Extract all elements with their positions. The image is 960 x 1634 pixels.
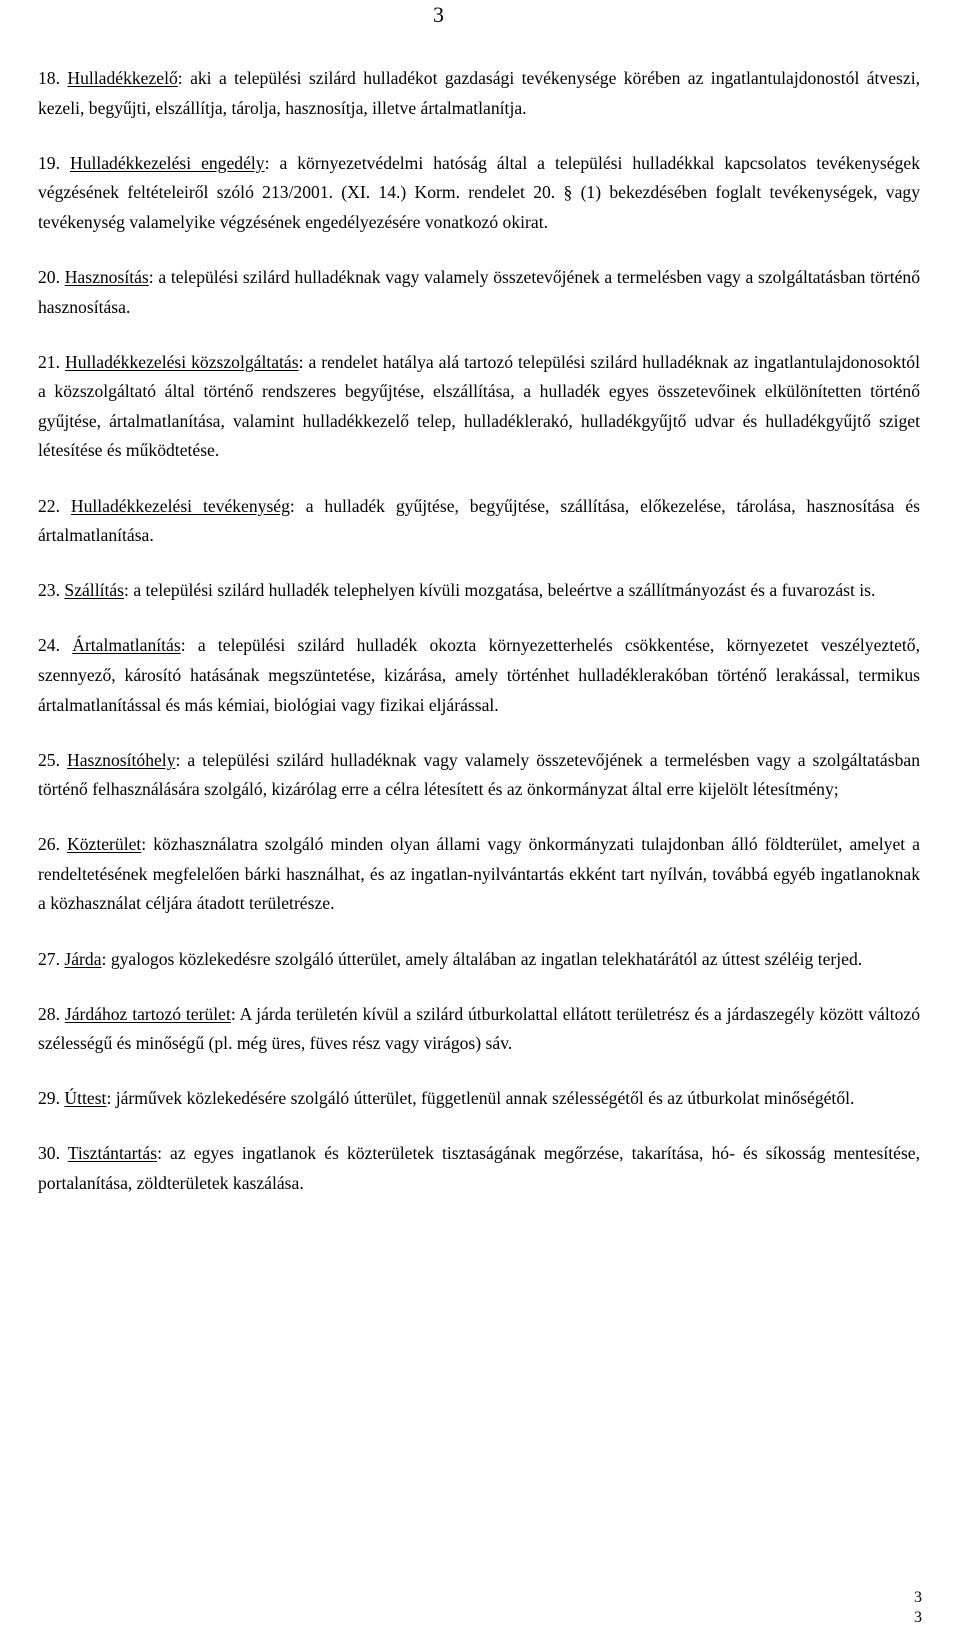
definition-29 (38, 1084, 920, 1114)
definition-26 (38, 830, 920, 919)
definition-23 (38, 576, 920, 606)
definition-text: : a hulladék gyűjtése, begyűjtése, szállítása, előkezelése, tárolása, hasznosítása és ártalmatlanítása. (38, 495, 920, 546)
definition-20 (38, 263, 920, 322)
definition-number: 29. (38, 1088, 60, 1109)
definition-term: Hulladékkezelő (67, 68, 178, 88)
page-number-bottom (914, 1588, 922, 1628)
definition-term: Közterület (67, 834, 142, 855)
definition-text: : a települési szilárd hulladéknak vagy valamely összetevőjének a termelésben vagy a szolgáltatásban történő felhasználására szolgáló, kizárólag erre a célra létesített és az önkormányzat által erre kijelölt létesítmény; (38, 749, 920, 800)
definition-term: Járda (64, 948, 102, 969)
definition-text: : a környezetvédelmi hatóság által a települési hulladékkal kapcsolatos tevékenységek végzésének feltételeiről szóló 213/2001. (XI. 14.) Korm. rendelet 20. § (1) bekezdésében foglalt tevékenységek, vagy tevékenység valamelyike végzésének engedélyezésére vonatkozó okirat. (38, 152, 920, 232)
definition-term: Hasznosítóhely (67, 749, 176, 770)
definition-term: Hulladékkezelési közszolgáltatás (64, 351, 299, 372)
definition-text: : aki a települési szilárd hulladékot gazdasági tevékenysége körében az ingatlantulajdonostól átveszi, kezeli, begyűjti, elszállítja, tárolja, hasznosítja, illetve ártalmatlanítja. (38, 68, 920, 118)
definition-number: 26. (38, 834, 60, 855)
definition-number: 19. (38, 152, 60, 173)
definition-number: 30. (38, 1143, 60, 1164)
definition-term: Tisztántartás (67, 1143, 158, 1164)
definition-text: : A járda területén kívül a szilárd útburkolattal ellátott területrész és a járdaszegély között változó szélességű és minőségű (pl. még üres, füves rész vagy virágos) sáv. (38, 1003, 921, 1054)
definition-text: : az egyes ingatlanok és közterületek tisztaságának megőrzése, takarítása, hó- és síkosság mentesítése, portalanítása, zöldterületek kaszálása. (38, 1143, 920, 1194)
definition-25 (38, 746, 920, 805)
definition-term: Járdához tartozó terület (64, 1003, 231, 1024)
definitions-list (38, 64, 920, 1224)
definition-22 (38, 492, 920, 551)
definition-21 (38, 348, 920, 466)
definition-24 (38, 631, 920, 720)
definition-text: : gyalogos közlekedésre szolgáló útterület, amely általában az ingatlan telekhatárától az úttest széléig terjed. (101, 948, 863, 969)
definition-18 (38, 64, 920, 123)
definition-text: : a rendelet hatálya alá tartozó települési szilárd hulladéknak az ingatlantulajdonosoktól a közszolgáltató által történő rendszeres begyűjtése, elszállítása, a hulladék egyes összetevőinek elkülönítetten történő gyűjtése, ártalmatlanítása, valamint hulladékkezelő telep, hulladéklerakó, hulladékgyűjtő udvar és hulladékgyűjtő sziget létesítése és működtetése. (38, 351, 920, 461)
definition-number: 20. (38, 266, 60, 287)
definition-text: : a települési szilárd hulladék okozta környezetterhelés csökkentése, környezetet veszélyeztető, szennyező, károsító hatásának megszüntetése, kizárása, amely történhet hulladéklerakóban történő lerakással, termikus ártalmatlanítással és más kémiai, biológiai vagy fizikai eljárással. (38, 635, 920, 715)
definition-number: 18. (38, 68, 60, 88)
definition-term: Hulladékkezelési tevékenység (70, 495, 290, 516)
definition-number: 23. (38, 580, 60, 601)
definition-term: Hulladékkezelési engedély (69, 152, 265, 173)
definition-28 (38, 1000, 920, 1059)
page-number-bottom-line: 3 (914, 1589, 922, 1606)
definition-number: 22. (38, 495, 60, 516)
definition-number: 28. (38, 1003, 60, 1024)
page-number-bottom-line: 3 (914, 1609, 922, 1626)
definition-number: 27. (38, 948, 60, 969)
definition-term: Hasznosítás (64, 266, 149, 287)
definition-number: 25. (38, 749, 60, 770)
definition-term: Úttest (64, 1088, 107, 1109)
definition-text: : járművek közlekedésére szolgáló útterület, függetlenül annak szélességétől és az útburkolat minőségétől. (106, 1088, 855, 1109)
definition-text: : a települési szilárd hulladék telephelyen kívüli mozgatása, beleértve a szállítmányozást és a fuvarozást is. (124, 580, 876, 601)
definition-term: Ártalmatlanítás (72, 635, 181, 656)
definition-30 (38, 1139, 920, 1198)
definition-19 (38, 149, 920, 238)
definition-term: Szállítás (64, 580, 125, 601)
definition-number: 21. (38, 351, 60, 372)
definition-number: 24. (38, 635, 60, 656)
definition-text: : közhasználatra szolgáló minden olyan állami vagy önkormányzati tulajdonban álló földterület, amelyet a rendeltetésének megfelelően bárki használhat, és az ingatlan-nyilvántartás ekként tart nyílván, továbbá egyéb ingatlanoknak a közhasználat céljára átadott területrésze. (38, 834, 920, 914)
definition-27 (38, 945, 920, 975)
page-number-top: 3 (433, 2, 444, 27)
definition-text: : a települési szilárd hulladéknak vagy valamely összetevőjének a termelésben vagy a szolgáltatásban történő hasznosítása. (38, 266, 921, 317)
